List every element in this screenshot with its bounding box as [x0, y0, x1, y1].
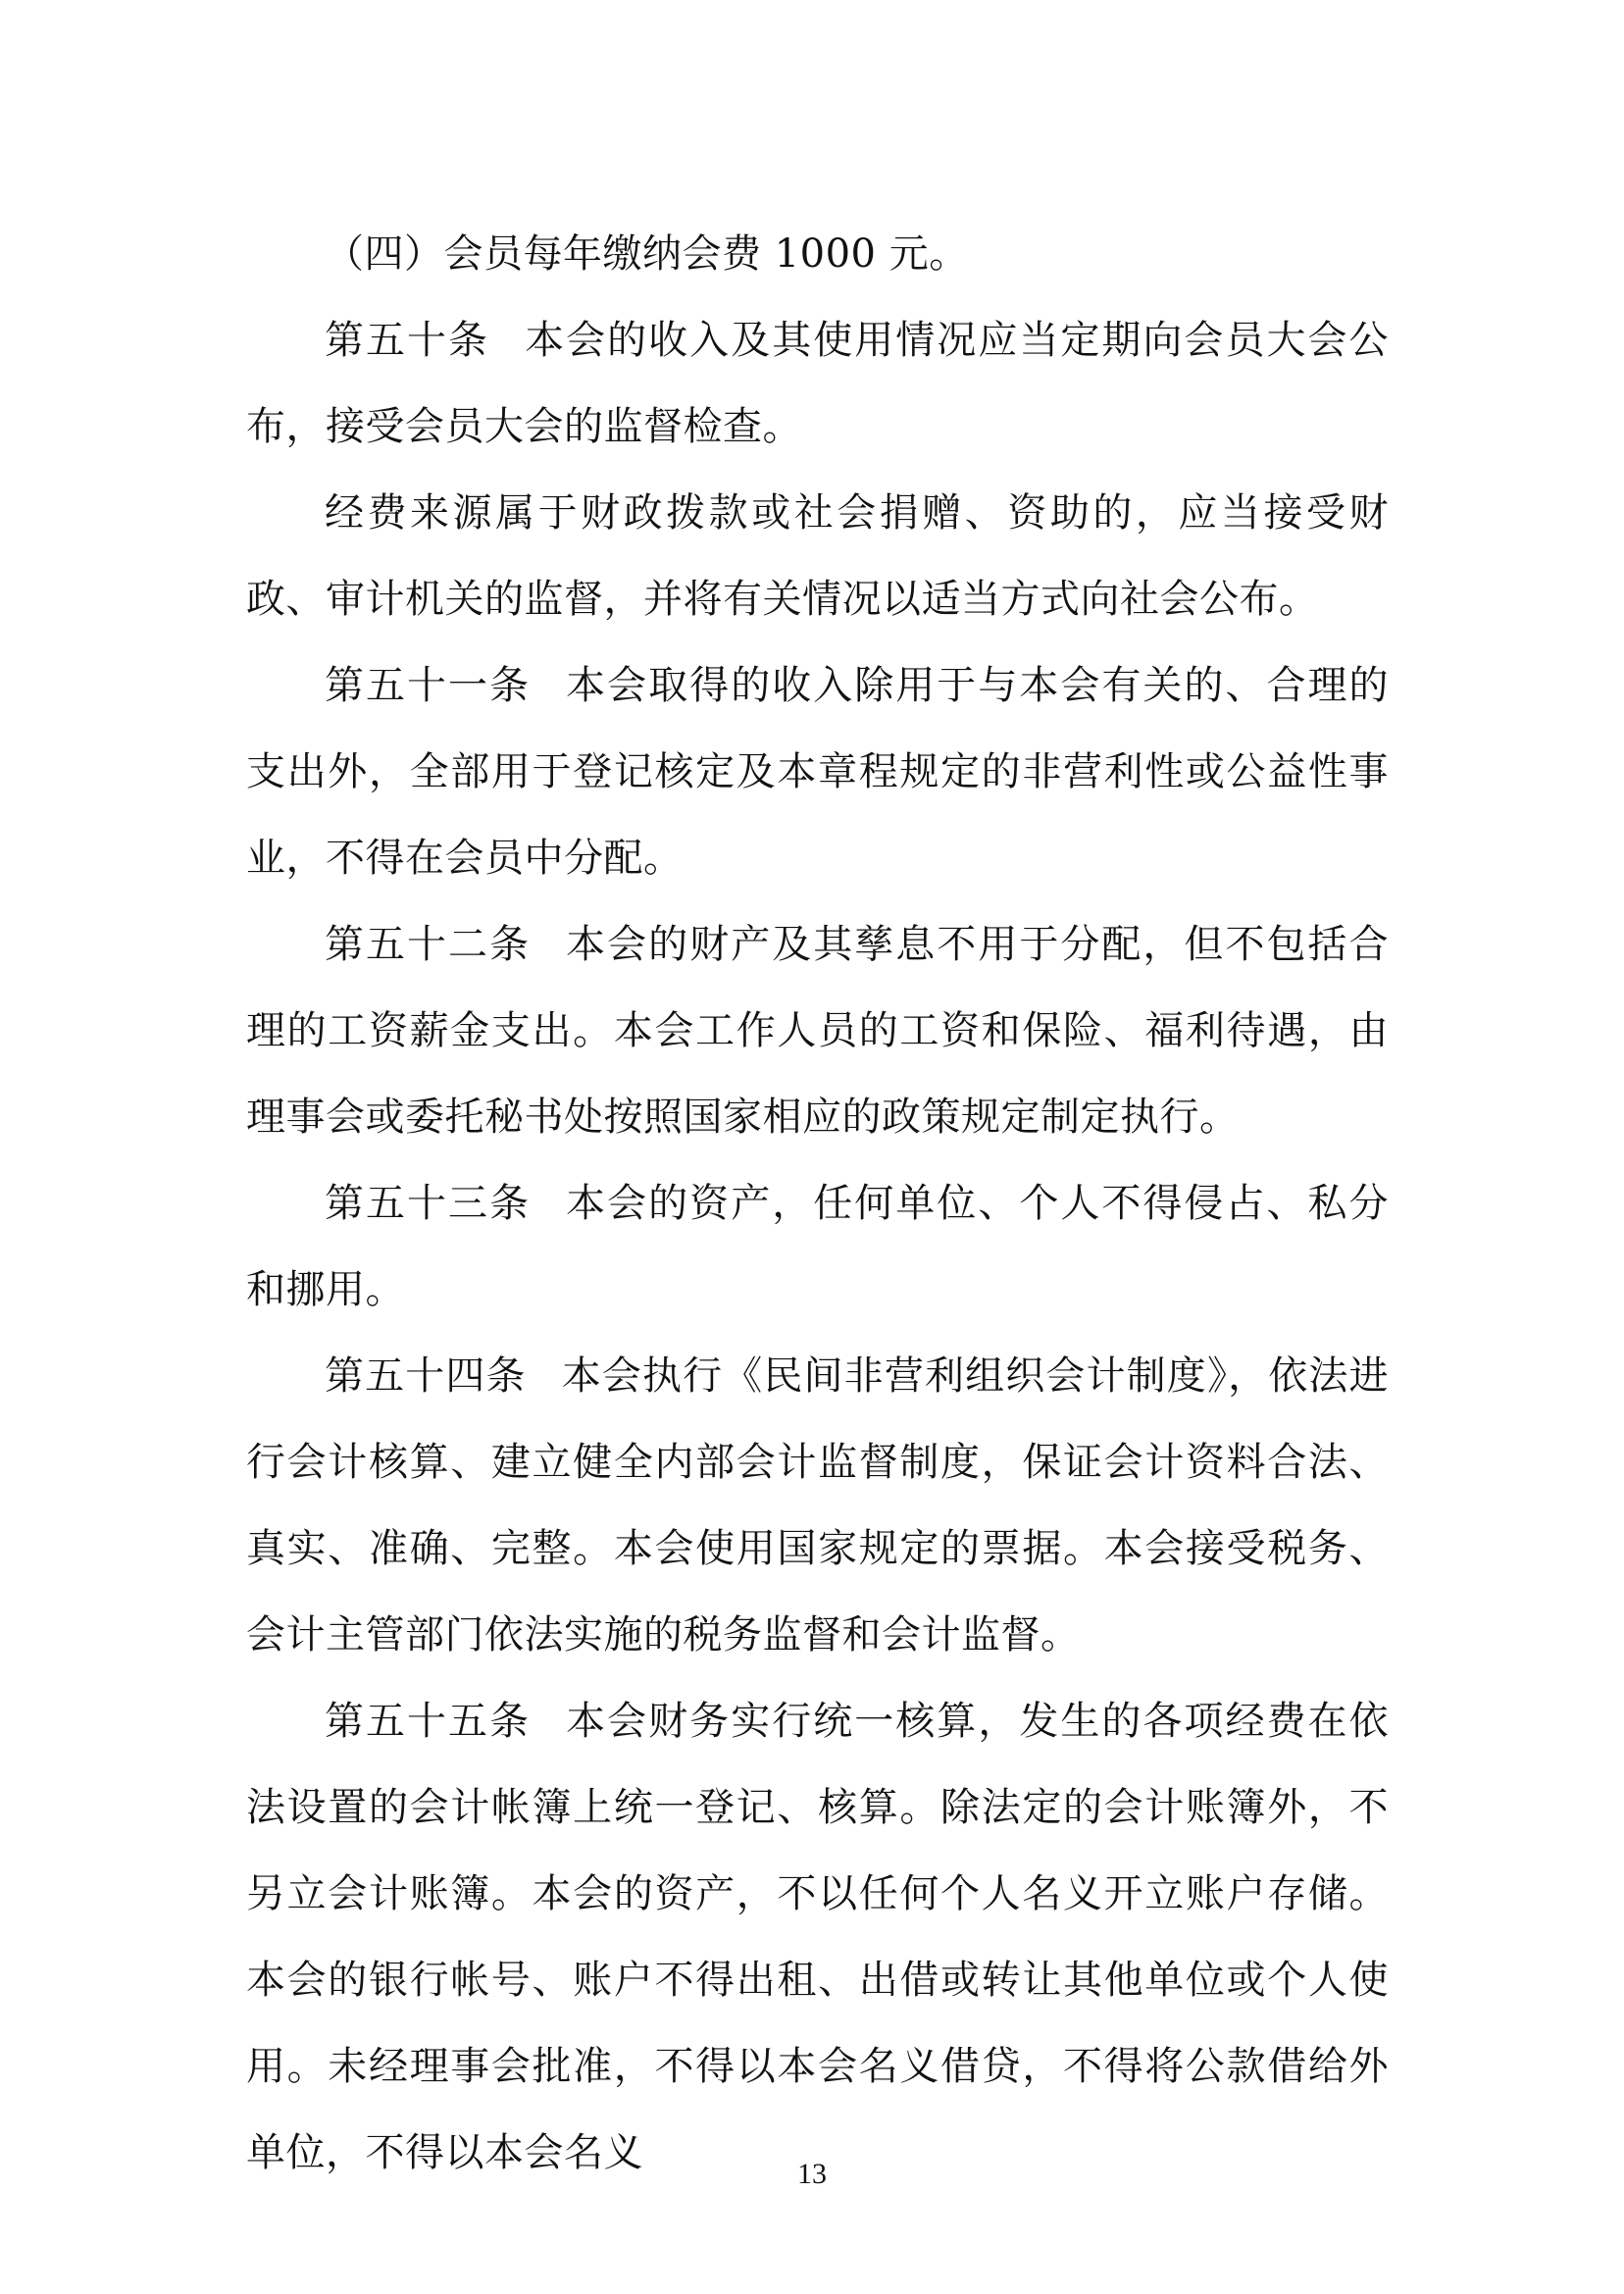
paragraph-text: （四）会员每年缴纳会费 1000 元。	[325, 231, 969, 277]
paragraph-text: 本会的财产及其孳息不用于分配，但不包括合理的工资薪金支出。本会工作人员的工资和保险、福利待遇，由理事会或委托秘书处按照国家相应的政策规定制定执行。	[246, 922, 1390, 1140]
body-text	[246, 211, 1389, 2196]
article-number: 第五十条	[325, 318, 490, 363]
paragraph-text: 本会的收入及其使用情况应当定期向会员大会公布，接受会员大会的监督检查。	[246, 318, 1390, 449]
article-paragraph	[246, 1160, 1389, 1333]
page-number: 13	[797, 2158, 827, 2190]
article-number: 第五十三条	[325, 1181, 532, 1226]
paragraph-text: 本会执行《民间非营利组织会计制度》，依法进行会计核算、建立健全内部会计监督制度，保证会计资料合法、真实、准确、完整。本会使用国家规定的票据。本会接受税务、会计主管部门依法实施的税务监督和会计监督。	[246, 1353, 1390, 1657]
article-paragraph	[246, 297, 1389, 470]
article-number: 第五十一条	[325, 663, 532, 708]
article-number: 第五十五条	[325, 1699, 532, 1744]
paragraph-text: 经费来源属于财政拨款或社会捐赠、资助的，应当接受财政、审计机关的监督，并将有关情况以适当方式向社会公布。	[246, 490, 1389, 622]
paragraph	[246, 211, 1389, 297]
paragraph-text: 本会财务实行统一核算，发生的各项经费在依法设置的会计帐簿上统一登记、核算。除法定的会计账簿外，不另立会计账簿。本会的资产，不以任何个人名义开立账户存储。本会的银行帐号、账户不得出租、出借或转让其他单位或个人使用。未经理事会批准，不得以本会名义借贷，不得将公款借给外单位，不得以本会名义	[246, 1699, 1390, 2175]
paragraph-text: 本会取得的收入除用于与本会有关的、合理的支出外，全部用于登记核定及本章程规定的非营利性或公益性事业，不得在会员中分配。	[246, 663, 1390, 881]
article-paragraph	[246, 1333, 1389, 1678]
article-number: 第五十二条	[325, 922, 532, 967]
article-paragraph	[246, 1678, 1389, 2196]
article-number: 第五十四条	[325, 1353, 527, 1399]
paragraph	[246, 470, 1389, 642]
article-paragraph	[246, 901, 1389, 1160]
article-paragraph	[246, 642, 1389, 901]
paragraph-text: 本会的资产，任何单位、个人不得侵占、私分和挪用。	[246, 1181, 1390, 1312]
